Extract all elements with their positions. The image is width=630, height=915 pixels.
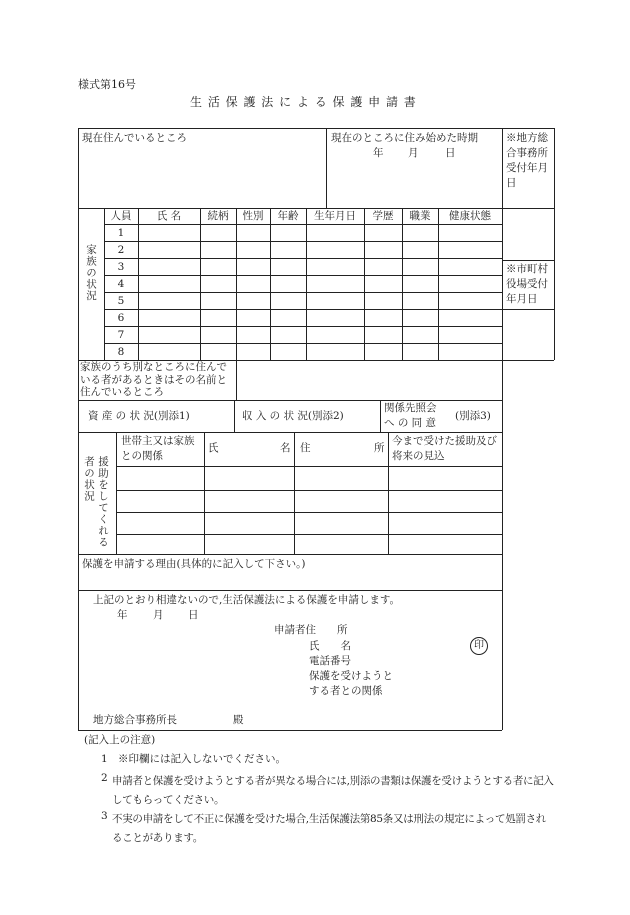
income-status-label: 収 入 の 状 況(別添2) (242, 410, 344, 422)
family-row-number: 4 (117, 278, 125, 290)
declaration-day-label: 日 (188, 609, 199, 621)
declaration-year-label: 年 (117, 609, 128, 621)
family-row-number: 6 (117, 312, 125, 324)
note-number: 3 (101, 810, 108, 822)
note-number: 1 (101, 753, 108, 765)
note-text: 不実の申請をして不正に保護を受けた場合,生活保護法第85条又は刑法の規定によって処罰されることがあります。 (112, 813, 546, 844)
consent-label-line2: へ の 同 意 (384, 417, 437, 429)
supporters-header-address-2: 所 (374, 442, 385, 454)
applicant-address-label: 申請者住 所 (274, 624, 348, 636)
regional-office-receipt-label: ※地方総合事務所受付年月日 (506, 132, 548, 189)
phone-label: 電話番号 (309, 655, 351, 667)
note-number: 2 (101, 772, 108, 784)
family-header-birthdate: 生年月日 (314, 210, 356, 222)
family-header-name: 氏 名 (156, 210, 182, 222)
supporters-header-relation: 世帯主又は家族との関係 (121, 435, 195, 462)
family-row-number: 5 (117, 295, 125, 307)
note-text: 申請者と保護を受けようとする者が異なる場合には,別添の書類は保護を受けようとする者に記入してもらってください。 (112, 775, 554, 806)
family-header-occupation: 職業 (409, 210, 431, 222)
since-month-label: 月 (408, 147, 419, 159)
addressee-label: 地方総合事務所長 (93, 714, 177, 726)
family-row-number: 8 (117, 346, 125, 358)
residence-since-label: 現在のところに住み始めた時期 (331, 132, 478, 144)
applicant-name-label: 氏 名 (309, 640, 351, 652)
family-row-number: 1 (117, 227, 125, 239)
family-row-number: 3 (117, 261, 125, 273)
declaration-text: 上記のとおり相違ないので,生活保護法による保護を申請します。 (93, 594, 400, 606)
supporters-header-assistance: 今まで受けた援助及び将来の見込 (392, 435, 497, 462)
seal-mark-icon: 印 (470, 637, 488, 655)
family-row-number: 2 (117, 244, 125, 256)
family-header-sex: 性別 (242, 210, 264, 222)
honorific-label: 殿 (233, 714, 244, 726)
family-row-number: 7 (117, 329, 125, 341)
since-year-label: 年 (373, 147, 384, 159)
relation-label-line2: する者との関係 (309, 685, 383, 697)
note-text: ※印欄には記入しないでください。 (118, 753, 286, 765)
family-header-age: 年齢 (277, 210, 299, 222)
assets-status-label: 資 産 の 状 況(別添1) (88, 410, 190, 422)
current-address-label: 現在住んでいるところ (82, 132, 187, 144)
family-header-relation: 続柄 (207, 210, 229, 222)
family-header-education: 学歴 (372, 210, 394, 222)
municipal-office-receipt-label: ※市町村役場受付年月日 (506, 263, 548, 305)
supporters-header-address-1: 住 (300, 442, 311, 454)
form-title: 生 活 保 護 法 に よ る 保 護 申 請 書 (190, 95, 417, 109)
since-day-label: 日 (445, 147, 456, 159)
form-number: 様式第16号 (78, 78, 136, 91)
family-elsewhere-label: 家族のうち別なところに住んでいる者があるときはその名前と住んでいるところ (80, 361, 227, 398)
consent-label-line1: 関係先照会 (384, 402, 437, 414)
reason-label: 保護を申請する理由(具体的に記入して下さい。) (82, 558, 306, 570)
supporters-header-name-1: 氏 (208, 442, 219, 454)
family-header-health: 健康状態 (449, 210, 491, 222)
relation-label-line1: 保護を受けようと (309, 670, 393, 682)
supporters-section-label: 援助をしてくれる者の状況 (83, 456, 109, 548)
consent-attachment-label: (別添3) (455, 410, 491, 422)
notes-heading: (記入上の注意) (84, 734, 156, 746)
supporters-header-name-2: 名 (280, 442, 291, 454)
declaration-month-label: 月 (153, 609, 164, 621)
family-header-count: 人員 (110, 210, 132, 222)
family-section-label: 家族の状況 (85, 244, 97, 302)
